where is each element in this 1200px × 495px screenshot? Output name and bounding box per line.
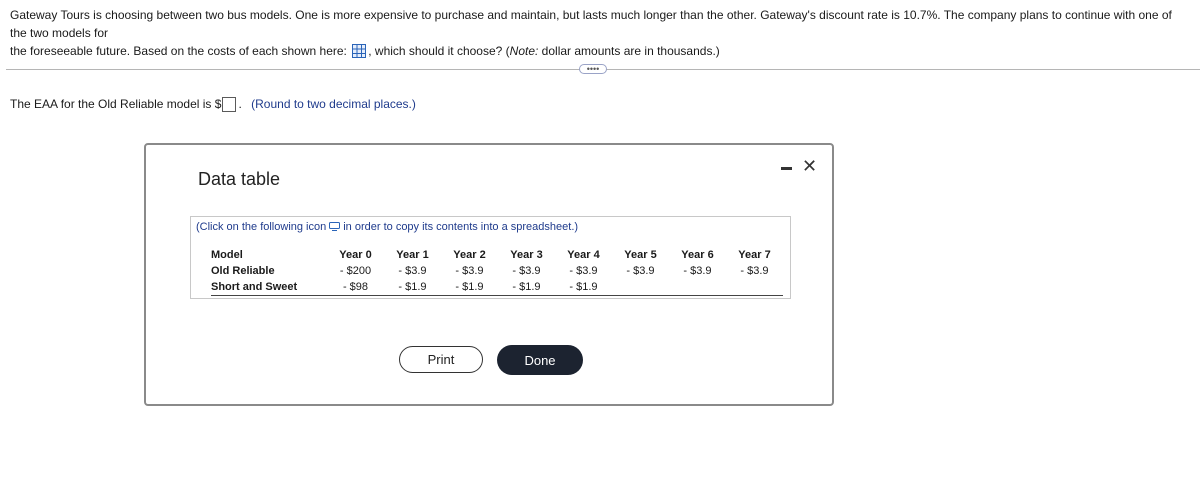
question-line2a: the foreseeable future. Based on the costs of each shown here: (10, 44, 347, 58)
note-label: Note: (509, 44, 539, 58)
column-header: Year 1 (396, 249, 429, 261)
table-header-row (211, 247, 783, 263)
minimize-icon[interactable] (781, 167, 792, 170)
done-button[interactable]: Done (497, 345, 583, 375)
copy-spreadsheet-icon[interactable] (329, 222, 340, 231)
column-header: Year 4 (567, 249, 600, 261)
table-cell (669, 279, 726, 296)
data-table-container (190, 216, 791, 299)
expand-more-button[interactable]: •••• (579, 64, 607, 74)
table-cell: - $3.9 (740, 265, 769, 277)
table-cell (726, 279, 783, 296)
table-cell: - $1.9 (498, 279, 555, 296)
table-cell (612, 279, 669, 296)
question-text (10, 6, 1190, 60)
table-grid-icon[interactable] (352, 44, 366, 58)
column-header: Year 5 (624, 249, 657, 261)
table-cell: - $3.9 (569, 265, 598, 277)
question-line2c: dollar amounts are in thousands.) (538, 44, 720, 58)
table-cell: - $98 (327, 279, 384, 296)
answer-line (10, 96, 416, 112)
table-cell: - $1.9 (555, 279, 612, 296)
table-cell: - $3.9 (626, 265, 655, 277)
column-header: Year 6 (681, 249, 714, 261)
row-label: Old Reliable (211, 265, 275, 277)
copy-note-b: in order to copy its contents into a spreadsheet.) (343, 221, 579, 233)
cost-table (211, 247, 783, 296)
column-header: Year 2 (453, 249, 486, 261)
eaa-answer-input[interactable] (222, 97, 236, 112)
answer-prefix: The EAA for the Old Reliable model is $ (10, 97, 222, 111)
table-cell: - $3.9 (455, 265, 484, 277)
column-header: Year 0 (339, 249, 372, 261)
table-cell: - $200 (339, 265, 372, 277)
row-label: Short and Sweet (211, 279, 327, 296)
table-row (211, 279, 783, 296)
answer-hint: (Round to two decimal places.) (251, 97, 416, 111)
table-cell: - $3.9 (683, 265, 712, 277)
dialog-title: Data table (198, 169, 281, 189)
column-header: Year 7 (738, 249, 771, 261)
question-line1: Gateway Tours is choosing between two bus models. One is more expensive to purchase and maintain, but lasts much longer than the other. Gateway's discount rate is 10.7%. The company plans to continue with one of the two models for (10, 8, 1172, 40)
question-line2b: , which should it choose? ( (368, 44, 510, 58)
table-cell: - $1.9 (384, 279, 441, 296)
answer-suffix: . (238, 97, 242, 111)
copy-instructions (196, 221, 578, 233)
table-cell: - $1.9 (441, 279, 498, 296)
table-cell: - $3.9 (512, 265, 541, 277)
column-header: Model (211, 249, 243, 261)
table-cell: - $3.9 (398, 265, 427, 277)
print-button[interactable]: Print (399, 346, 483, 373)
copy-note-a: (Click on the following icon (196, 221, 327, 233)
column-header: Year 3 (510, 249, 543, 261)
close-icon[interactable]: ✕ (802, 156, 818, 176)
data-table-dialog (144, 143, 834, 406)
table-row (211, 263, 783, 279)
